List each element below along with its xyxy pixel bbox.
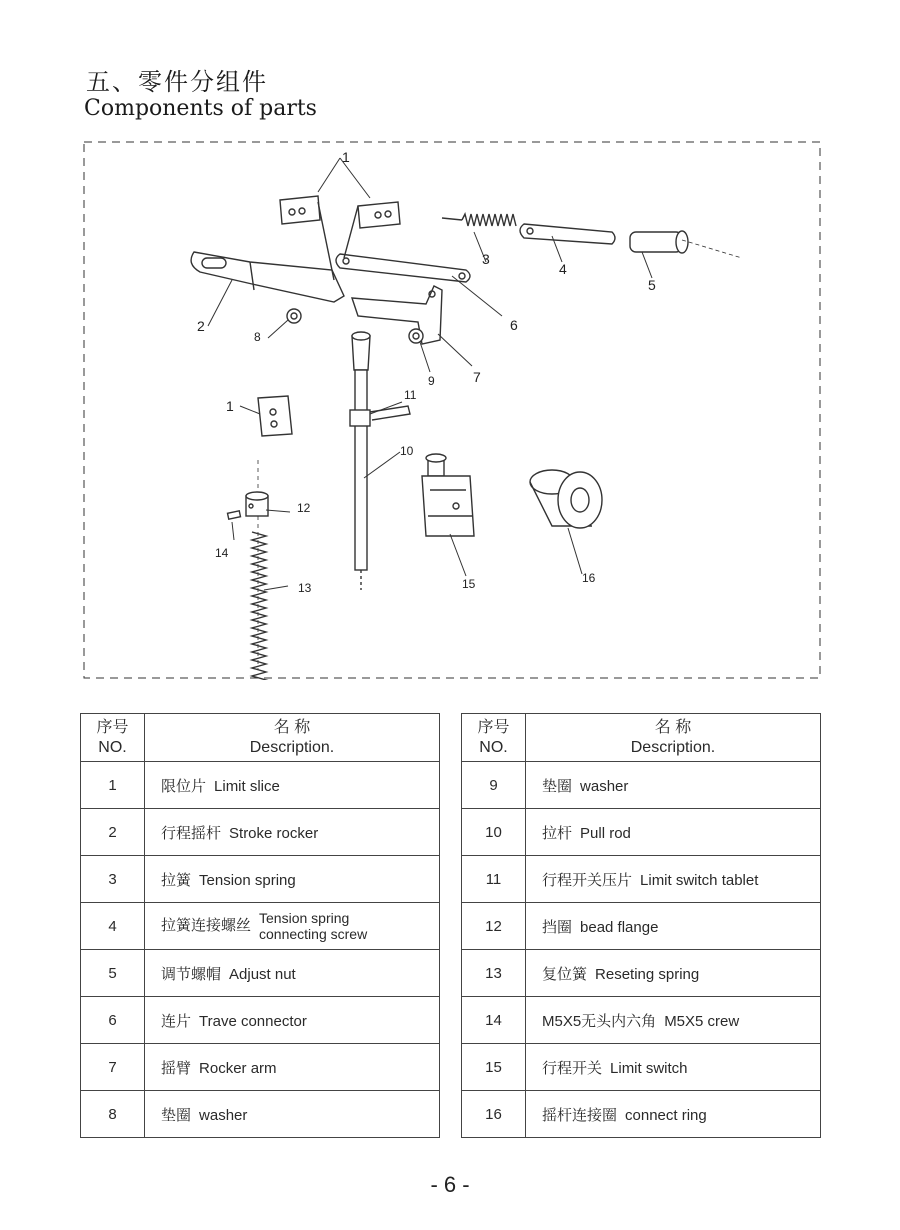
table-row: 14 M5X5无头内六角 M5X5 crew bbox=[462, 997, 821, 1044]
callout-6: 6 bbox=[510, 317, 518, 333]
table-row: 11 行程开关压片 Limit switch tablet bbox=[462, 856, 821, 903]
parts-table-left bbox=[80, 713, 440, 1138]
parts-table-right bbox=[461, 713, 821, 1138]
callout-9: 9 bbox=[428, 374, 435, 388]
table-row: 8 垫圈 washer bbox=[81, 1091, 440, 1138]
callout-3: 3 bbox=[482, 251, 490, 267]
callout-13: 13 bbox=[298, 581, 312, 595]
header-description: 名 称 Description. bbox=[145, 714, 440, 762]
table-row: 4 拉簧连接螺丝 Tension spring connecting screw bbox=[81, 903, 440, 950]
header-no: 序号 NO. bbox=[462, 714, 526, 762]
callout-1-upper: 1 bbox=[342, 149, 350, 165]
table-row: 12 挡圈 bead flange bbox=[462, 903, 821, 950]
page-number: - 6 - bbox=[430, 1172, 470, 1197]
table-row: 10 拉杆 Pull rod bbox=[462, 809, 821, 856]
callout-11: 11 bbox=[404, 388, 417, 402]
callout-10: 10 bbox=[400, 444, 414, 458]
table-row: 15 行程开关 Limit switch bbox=[462, 1044, 821, 1091]
section-title-cn: 五、零件分组件 bbox=[86, 68, 268, 96]
header-description: 名 称 Description. bbox=[526, 714, 821, 762]
callout-4: 4 bbox=[559, 261, 567, 277]
section-title-en: Components of parts bbox=[84, 96, 317, 121]
diagram-drawing bbox=[82, 140, 822, 680]
table-row: 7 摇臂 Rocker arm bbox=[81, 1044, 440, 1091]
exploded-parts-diagram bbox=[82, 140, 822, 680]
table-row: 9 垫圈 washer bbox=[462, 762, 821, 809]
callout-5: 5 bbox=[648, 277, 656, 293]
table-header-row bbox=[462, 714, 821, 762]
table-row: 3 拉簧 Tension spring bbox=[81, 856, 440, 903]
callout-8: 8 bbox=[254, 330, 261, 344]
header-no: 序号 NO. bbox=[81, 714, 145, 762]
callout-16: 16 bbox=[582, 571, 596, 585]
table-row: 2 行程摇杆 Stroke rocker bbox=[81, 809, 440, 856]
table-header-row bbox=[81, 714, 440, 762]
callout-15: 15 bbox=[462, 577, 476, 591]
table-row: 5 调节螺帽 Adjust nut bbox=[81, 950, 440, 997]
callout-7: 7 bbox=[473, 369, 481, 385]
table-row: 16 摇杆连接圈 connect ring bbox=[462, 1091, 821, 1138]
table-row: 6 连片 Trave connector bbox=[81, 997, 440, 1044]
callout-2: 2 bbox=[197, 318, 205, 334]
table-row: 13 复位簧 Reseting spring bbox=[462, 950, 821, 997]
table-row: 1 限位片 Limit slice bbox=[81, 762, 440, 809]
callout-1-lower: 1 bbox=[226, 398, 234, 414]
callout-12: 12 bbox=[297, 501, 311, 515]
callout-14: 14 bbox=[215, 546, 229, 560]
